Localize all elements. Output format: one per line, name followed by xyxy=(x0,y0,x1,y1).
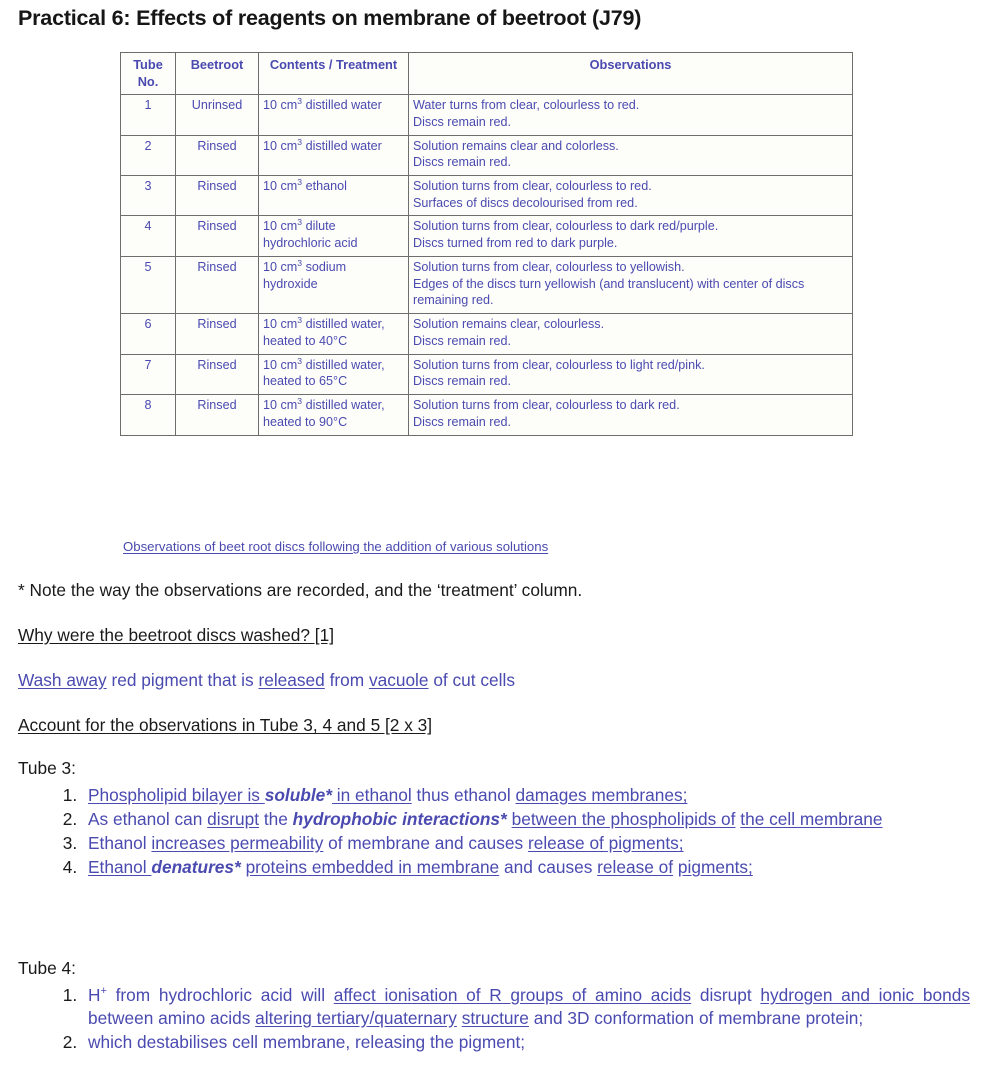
observation-line: Edges of the discs turn yellowish (and translucent) with center of discs remaining red. xyxy=(413,276,805,308)
observation-line: Discs remain red. xyxy=(413,155,511,170)
observation-line: Discs remain red. xyxy=(413,414,511,429)
observation-line: Solution remains clear and colorless. xyxy=(413,138,619,153)
cell-contents: 10 $cm^3$ distilled water, heated to 65°C xyxy=(259,354,409,394)
cell-beetroot: Rinsed xyxy=(176,175,259,215)
observation-line: Solution turns from clear, colourless to dark red/purple. xyxy=(413,219,719,234)
tube-3-answer-list xyxy=(40,784,970,880)
cell-contents: 10 $cm^3$ distilled water xyxy=(259,135,409,175)
cell-tube-no: 2 xyxy=(121,135,176,175)
cell-tube-no: 1 xyxy=(121,95,176,135)
cell-observations xyxy=(409,175,853,215)
cell-tube-no: 8 xyxy=(121,395,176,435)
observation-line: Discs remain red. xyxy=(413,333,511,348)
table-row xyxy=(121,395,853,435)
cell-beetroot: Rinsed xyxy=(176,256,259,313)
observations-table-container xyxy=(120,52,852,436)
column-header-beetroot: Beetroot xyxy=(176,53,259,95)
cell-beetroot: Rinsed xyxy=(176,395,259,435)
cell-beetroot: Rinsed xyxy=(176,354,259,394)
cell-beetroot: Rinsed xyxy=(176,216,259,256)
cell-observations xyxy=(409,135,853,175)
cell-contents: 10 $cm^3$ distilled water, heated to 40°C xyxy=(259,314,409,354)
list-item: 1. H+ from hydrochloric acid will affect ionisation of R groups of amino acids disrupt hydrogen and ionic bonds between amino acids altering tertiary/quaternary structure and 3D conformation of membrane protein; xyxy=(82,984,970,1030)
table-row xyxy=(121,95,853,135)
cell-contents: 10 $cm^3$ dilute hydrochloric acid xyxy=(259,216,409,256)
observation-line: Solution turns from clear, colourless to yellowish. xyxy=(413,259,685,274)
list-item: 1. Phospholipid bilayer is soluble* in ethanol thus ethanol damages membranes; xyxy=(82,784,970,807)
observations-table xyxy=(120,52,853,436)
table-row xyxy=(121,135,853,175)
cell-contents: 10 $cm^3$ distilled water xyxy=(259,95,409,135)
cell-tube-no: 7 xyxy=(121,354,176,394)
note-text: * Note the way the observations are recorded, and the ‘treatment’ column. xyxy=(18,580,583,600)
cell-tube-no: 6 xyxy=(121,314,176,354)
cell-beetroot: Rinsed xyxy=(176,135,259,175)
cell-observations xyxy=(409,95,853,135)
cell-observations xyxy=(409,256,853,313)
observation-line: Discs turned from red to dark purple. xyxy=(413,236,618,251)
cell-tube-no: 4 xyxy=(121,216,176,256)
cell-beetroot: Rinsed xyxy=(176,314,259,354)
page-title: Practical 6: Effects of reagents on membrane of beetroot (J79) xyxy=(18,6,642,30)
cell-contents: 10 $cm^3$ sodium hydroxide xyxy=(259,256,409,313)
observation-line: Solution turns from clear, colourless to dark red. xyxy=(413,398,680,413)
cell-observations xyxy=(409,395,853,435)
observation-line: Discs remain red. xyxy=(413,114,511,129)
cell-observations xyxy=(409,354,853,394)
observation-line: Solution turns from clear, colourless to light red/pink. xyxy=(413,357,705,372)
list-item: 3. Ethanol increases permeability of membrane and causes release of pigments; xyxy=(82,832,970,855)
column-header-contents: Contents / Treatment xyxy=(259,53,409,95)
table-header-row xyxy=(121,53,853,95)
observation-line: Solution turns from clear, colourless to red. xyxy=(413,178,652,193)
cell-contents: 10 $cm^3$ distilled water, heated to 90°C xyxy=(259,395,409,435)
observation-line: Solution remains clear, colourless. xyxy=(413,317,605,332)
question-2: Account for the observations in Tube 3, 4 and 5 [2 x 3] xyxy=(18,715,433,735)
cell-tube-no: 5 xyxy=(121,256,176,313)
cell-observations xyxy=(409,314,853,354)
table-row xyxy=(121,256,853,313)
cell-tube-no: 3 xyxy=(121,175,176,215)
observation-line: Surfaces of discs decolourised from red. xyxy=(413,195,638,210)
cell-beetroot: Unrinsed xyxy=(176,95,259,135)
observation-line: Discs remain red. xyxy=(413,374,511,389)
question-1: Why were the beetroot discs washed? [1] xyxy=(18,625,335,645)
answer-1: Wash away red pigment that is released from vacuole of cut cells xyxy=(18,670,515,690)
column-header-observations: Observations xyxy=(409,53,853,95)
table-row xyxy=(121,175,853,215)
list-item: 2. which destabilises cell membrane, releasing the pigment; xyxy=(82,1031,970,1054)
table-row xyxy=(121,216,853,256)
column-header-tube-no: Tube No. xyxy=(121,53,176,95)
list-item: 2. As ethanol can disrupt the hydrophobic interactions* between the phospholipids of the cell membrane xyxy=(82,808,970,831)
tube-4-answer-list xyxy=(40,984,970,1055)
tube-4-heading: Tube 4: xyxy=(18,958,76,978)
cell-observations xyxy=(409,216,853,256)
tube-3-heading: Tube 3: xyxy=(18,758,76,778)
table-row xyxy=(121,354,853,394)
observation-line: Water turns from clear, colourless to red. xyxy=(413,98,640,113)
table-row xyxy=(121,314,853,354)
list-item: 4. Ethanol denatures* proteins embedded in membrane and causes release of pigments; xyxy=(82,856,970,879)
table-caption: Observations of beet root discs following the addition of various solutions xyxy=(123,539,549,554)
observations-table-body xyxy=(121,95,853,435)
cell-contents: 10 $cm^3$ ethanol xyxy=(259,175,409,215)
